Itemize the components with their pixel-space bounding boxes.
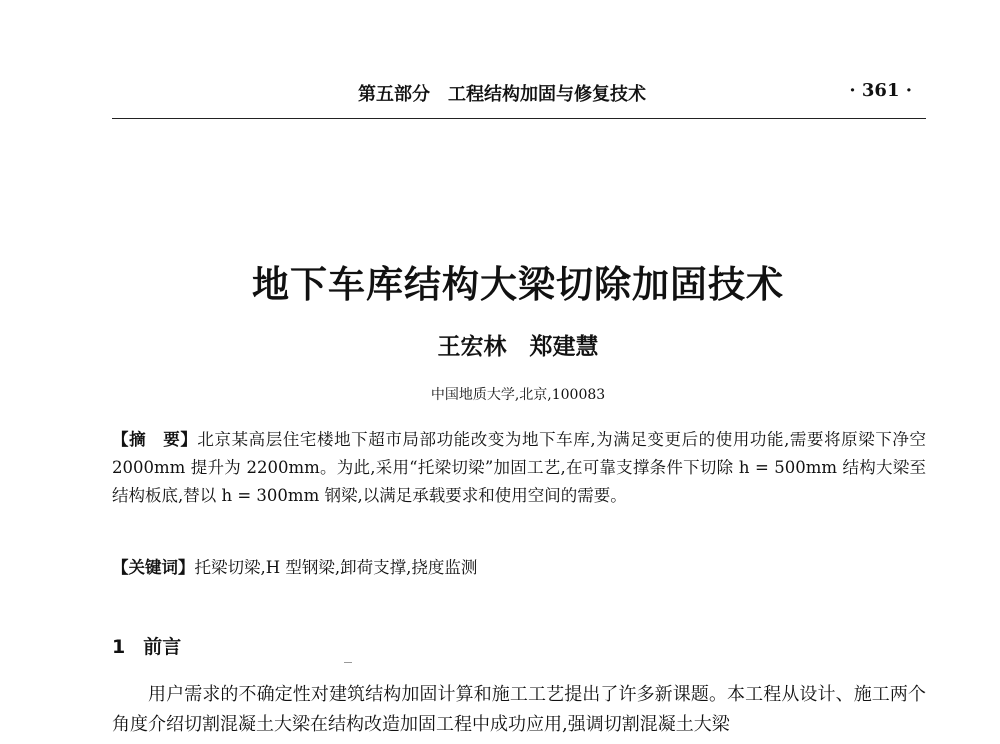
running-head-title: 第五部分 工程结构加固与修复技术 [358,84,646,105]
running-head [112,78,926,119]
article-title: 地下车库结构大梁切除加固技术 [252,263,784,306]
body-paragraph: 用户需求的不确定性对建筑结构加固计算和施工工艺提出了许多新课题。本工程从设计、施工两个角度介绍切割混凝土大梁在结构改造加固工程中成功应用,强调切割混凝土大梁 [112,684,926,735]
article-authors: 王宏林 郑建慧 [437,333,599,360]
section-title: 前言 [143,636,182,658]
keywords-label: 【关键词】 [112,558,195,577]
author-affiliation: 中国地质大学,北京,100083 [430,387,606,403]
keywords-text: 托梁切梁,H 型钢梁,卸荷支撑,挠度监测 [194,558,478,577]
page-number: · 361 · [849,80,912,101]
keywords [112,554,926,582]
scan-mark [344,662,352,663]
abstract-text: 北京某高层住宅楼地下超市局部功能改变为地下车库,为满足变更后的使用功能,需要将原梁下净空 2000mm 提升为 2200mm。为此,采用“托梁切梁”加固工艺,在可靠支撑条件下切除 h = 500mm 结构大梁至结构板底,替以 h = 300mm 钢梁,以满足承载要求和使用空间的需要。 [112,430,926,505]
section-number: 1 [112,636,126,658]
abstract [112,426,926,510]
section-heading [112,632,181,659]
abstract-label: 【摘 要】 [112,430,198,449]
